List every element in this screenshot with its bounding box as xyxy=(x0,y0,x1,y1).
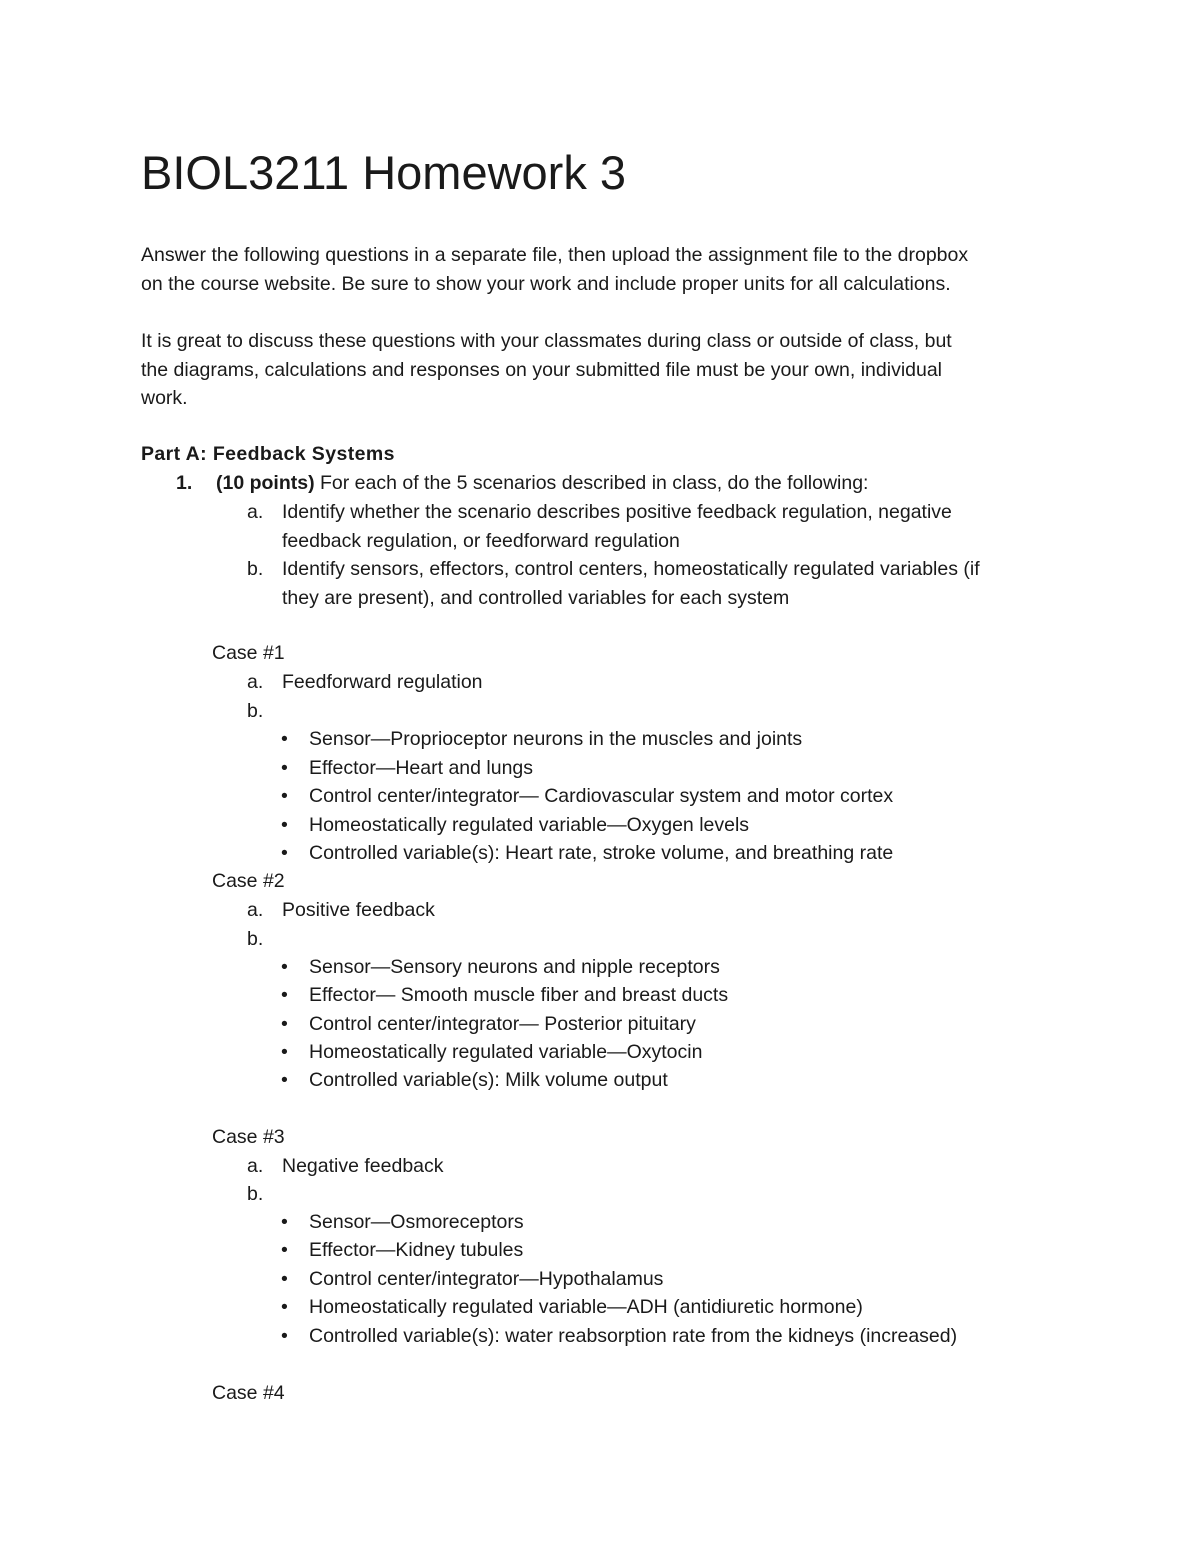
question-1-part-a xyxy=(247,498,952,555)
list-marker: a. xyxy=(247,899,264,921)
bullet-text: Control center/integrator— Posterior pituitary xyxy=(309,1013,696,1035)
bullet-icon: • xyxy=(281,1325,288,1347)
case-3-bullet xyxy=(281,1208,524,1237)
intro-p1-line: Answer the following questions in a separate file, then upload the assignment file to the dropbox xyxy=(141,244,969,266)
list-marker: a. xyxy=(247,1155,264,1177)
intro-p2-line: work. xyxy=(141,387,188,409)
page-title: BIOL3211 Homework 3 xyxy=(141,146,627,199)
case-1-label: Case #1 xyxy=(212,642,285,664)
case-1-bullet xyxy=(281,725,803,754)
question-number: 1. xyxy=(176,472,193,494)
bullet-icon: • xyxy=(281,757,288,779)
list-marker: b. xyxy=(247,1183,264,1205)
list-marker: a. xyxy=(247,501,264,523)
case-2-bullet xyxy=(281,1038,703,1067)
question-1-part-a-line: feedback regulation, or feedforward regulation xyxy=(282,529,680,552)
intro-p1-line: on the course website. Be sure to show your work and include proper units for all calculations. xyxy=(141,272,951,295)
bullet-text: Effector— Smooth muscle fiber and breast ducts xyxy=(309,984,729,1006)
case-3-label: Case #3 xyxy=(212,1126,285,1148)
bullet-text: Homeostatically regulated variable—Oxytocin xyxy=(309,1041,703,1063)
case-1-bullet xyxy=(281,811,750,840)
bullet-icon: • xyxy=(281,984,288,1006)
intro-p2-line: the diagrams, calculations and responses on your submitted file must be your own, individual xyxy=(141,358,943,381)
intro-p2-line: It is great to discuss these questions with your classmates during class or outside of class, but xyxy=(141,330,952,352)
case-2-bullet xyxy=(281,1010,696,1039)
case-4-label: Case #4 xyxy=(212,1382,285,1404)
case-1-part-a xyxy=(247,668,483,697)
bullet-icon: • xyxy=(281,785,288,807)
bullet-text: Sensor—Sensory neurons and nipple receptors xyxy=(309,956,720,978)
case-1-bullet xyxy=(281,782,894,811)
bullet-text: Sensor—Proprioceptor neurons in the muscles and joints xyxy=(309,728,803,750)
bullet-icon: • xyxy=(281,1013,288,1035)
case-3-bullet xyxy=(281,1236,524,1265)
bullet-icon: • xyxy=(281,1239,288,1261)
case-2-bullet xyxy=(281,1066,668,1095)
case-1-bullet xyxy=(281,754,534,783)
bullet-text: Control center/integrator—Hypothalamus xyxy=(309,1268,664,1290)
case-3-bullet xyxy=(281,1265,664,1294)
question-points: (10 points) xyxy=(216,472,315,494)
case-1-regulation-type: Feedforward regulation xyxy=(282,671,483,693)
case-2-bullet xyxy=(281,953,720,982)
question-1-part-b xyxy=(247,555,980,612)
bullet-icon: • xyxy=(281,1069,288,1091)
case-2-bullet xyxy=(281,981,729,1010)
question-text: For each of the 5 scenarios described in class, do the following: xyxy=(314,472,869,494)
question-1-part-b-line: Identify sensors, effectors, control centers, homeostatically regulated variables (if xyxy=(282,558,980,580)
case-3-part-a xyxy=(247,1152,444,1181)
bullet-text: Controlled variable(s): Milk volume output xyxy=(309,1069,668,1091)
bullet-text: Effector—Heart and lungs xyxy=(309,757,534,779)
case-1-bullet xyxy=(281,839,894,868)
question-1 xyxy=(176,469,868,498)
bullet-icon: • xyxy=(281,728,288,750)
bullet-icon: • xyxy=(281,1268,288,1290)
case-3-bullet xyxy=(281,1293,863,1322)
case-3-bullet xyxy=(281,1322,958,1351)
bullet-icon: • xyxy=(281,1211,288,1233)
question-1-part-a-line: Identify whether the scenario describes positive feedback regulation, negative xyxy=(282,501,952,523)
case-2-part-a xyxy=(247,896,435,925)
list-marker: b. xyxy=(247,700,264,722)
bullet-text: Homeostatically regulated variable—Oxygen levels xyxy=(309,814,750,836)
intro-paragraph-1 xyxy=(141,241,1081,298)
bullet-text: Controlled variable(s): Heart rate, stroke volume, and breathing rate xyxy=(309,842,894,864)
list-marker: b. xyxy=(247,558,264,580)
bullet-icon: • xyxy=(281,1041,288,1063)
part-a-heading: Part A: Feedback Systems xyxy=(141,443,395,465)
case-3-regulation-type: Negative feedback xyxy=(282,1155,444,1177)
bullet-text: Sensor—Osmoreceptors xyxy=(309,1211,524,1233)
case-2-label: Case #2 xyxy=(212,870,285,892)
bullet-icon: • xyxy=(281,956,288,978)
bullet-text: Homeostatically regulated variable—ADH (antidiuretic hormone) xyxy=(309,1296,863,1318)
bullet-icon: • xyxy=(281,814,288,836)
list-marker: b. xyxy=(247,928,264,950)
bullet-text: Control center/integrator— Cardiovascular system and motor cortex xyxy=(309,785,894,807)
case-2-regulation-type: Positive feedback xyxy=(282,899,435,921)
list-marker: a. xyxy=(247,671,264,693)
bullet-text: Effector—Kidney tubules xyxy=(309,1239,524,1261)
intro-paragraph-2 xyxy=(141,327,1081,413)
bullet-text: Controlled variable(s): water reabsorption rate from the kidneys (increased) xyxy=(309,1325,958,1347)
bullet-icon: • xyxy=(281,1296,288,1318)
question-1-part-b-line: they are present), and controlled variables for each system xyxy=(282,586,790,609)
bullet-icon: • xyxy=(281,842,288,864)
